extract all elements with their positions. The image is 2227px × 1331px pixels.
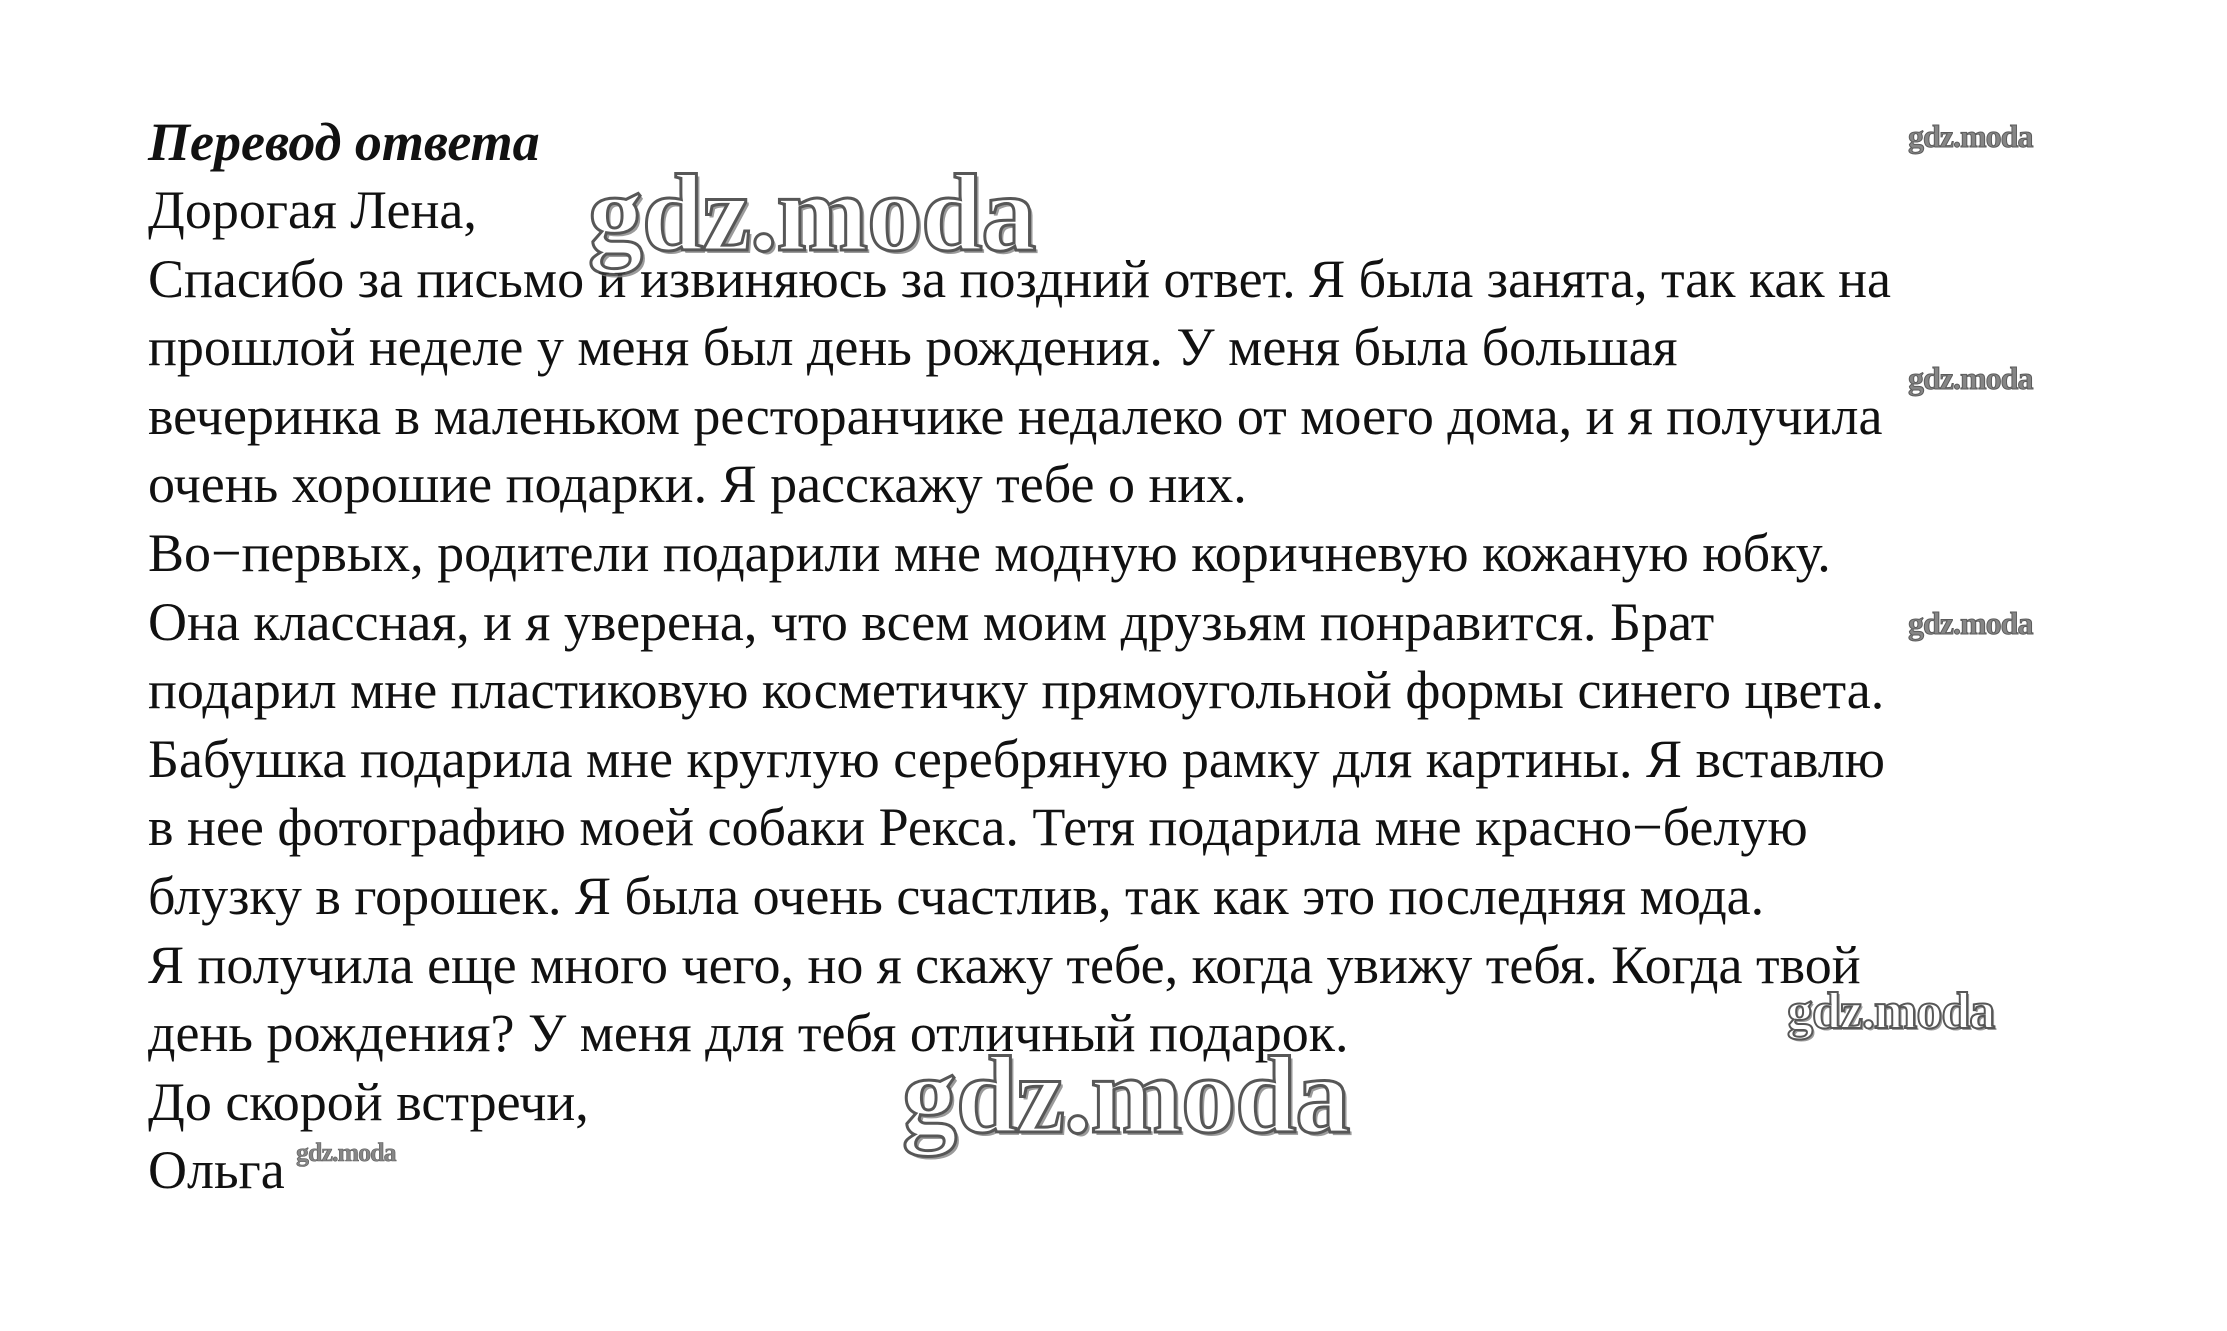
watermark-small: gdz.moda: [1908, 360, 2033, 396]
text-line: в нее фотографию моей собаки Рекса. Тетя подарила мне красно−белую: [148, 797, 1808, 858]
watermark-large: gdz.moda: [588, 152, 1036, 274]
text-line: подарил мне пластиковую косметичку прямоугольной формы синего цвета.: [148, 660, 1885, 721]
watermark-small: gdz.moda: [1908, 605, 2033, 641]
text-line: Она классная, и я уверена, что всем моим друзьям понравится. Брат: [148, 591, 1715, 652]
document-heading: Перевод ответа: [148, 112, 540, 172]
watermark-tiny: gdz.moda: [296, 1138, 396, 1167]
text-line: прошлой неделе у меня был день рождения. У меня была большая: [148, 317, 1678, 378]
text-line: Во−первых, родители подарили мне модную коричневую кожаную юбку.: [148, 522, 1831, 583]
watermark-medium: gdz.moda: [1787, 983, 1995, 1040]
text-line: Бабушка подарила мне круглую серебряную рамку для картины. Я вставлю: [148, 728, 1886, 789]
text-line: Я получила еще много чего, но я скажу тебе, когда увижу тебя. Когда твой: [148, 934, 1861, 995]
text-line: вечеринка в маленьком ресторанчике недалеко от моего дома, и я получила: [148, 385, 1883, 446]
text-line: До скорой встречи,: [148, 1071, 589, 1132]
text-line: Спасибо за письмо и извиняюсь за поздний ответ. Я была занята, так как на: [148, 248, 1891, 309]
text-line: очень хорошие подарки. Я расскажу тебе о них.: [148, 454, 1247, 515]
text-line: Дорогая Лена,: [148, 180, 477, 240]
text-line: день рождения? У меня для тебя отличный подарок.: [148, 1003, 1349, 1064]
text-line: блузку в горошек. Я была очень счастлив, так как это последняя мода.: [148, 865, 1765, 926]
watermark-large: gdz.moda: [902, 1034, 1350, 1156]
watermark-small: gdz.moda: [1908, 118, 2033, 154]
signature-line: Ольга: [148, 1140, 285, 1201]
